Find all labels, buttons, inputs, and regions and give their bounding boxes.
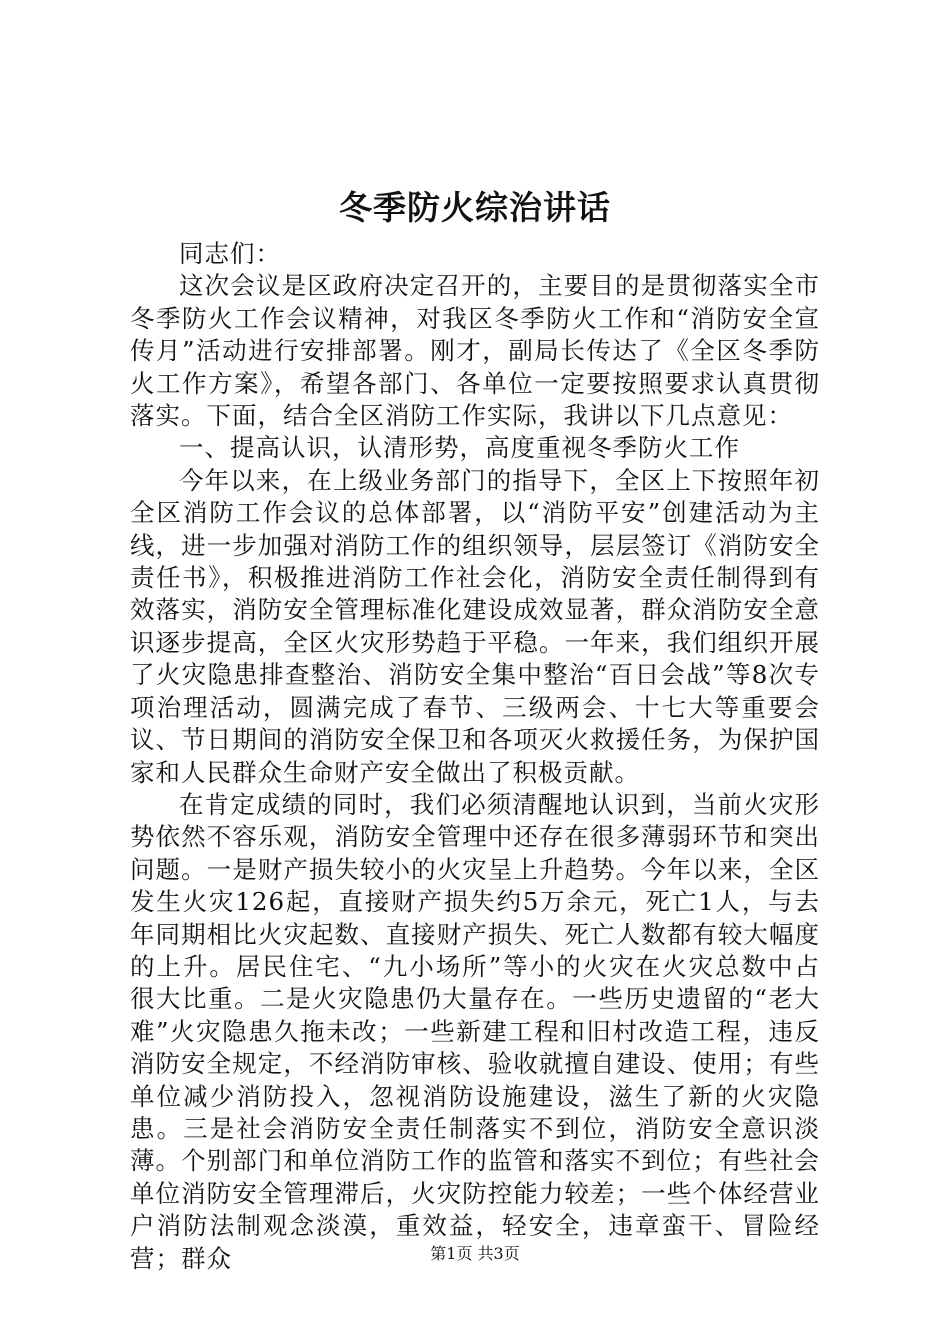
paragraph-problems: 在肯定成绩的同时，我们必须清醒地认识到，当前火灾形势依然不容乐观，消防安全管理中还存在很多薄弱环节和突出问题。一是财产损失较小的火灾呈上升趋势。今年以来，全区发生火灾126起，直接财产损失约5万余元，死亡1人，与去年同期相比火灾起数、直接财产损失、死亡人数都有较大幅度的上升。居民住宅、“九小场所”等小的火灾在火灾总数中占很大比重。二是火灾隐患仍大量存在。一些历史遗留的“老大难”火灾隐患久拖未改；一些新建工程和旧村改造工程，违反消防安全规定，不经消防审核、验收就擅自建设、使用；有些单位减少消防投入，忽视消防设施建设，滋生了新的火灾隐患。三是社会消防安全责任制落实不到位，消防安全意识淡薄。个别部门和单位消防工作的监管和落实不到位；有些社会单位消防安全管理滞后，火灾防控能力较差；一些个体经营业户消防法制观念淡漠，重效益，轻安全，违章蛮干、冒险经营；群众 <box>130 789 820 1273</box>
page-footer: 第1页 共3页 <box>430 1244 520 1263</box>
document-title: 冬季防火综治讲话 <box>339 188 611 227</box>
paragraph-achievements: 今年以来，在上级业务部门的指导下，全区上下按照年初全区消防工作会议的总体部署，以“消防平安”创建活动为主线，进一步加强对消防工作的组织领导，层层签订《消防安全责任书》，积极推进消防工作社会化，消防安全责任制得到有效落实，消防安全管理标准化建设成效显著，群众消防安全意识逐步提高，全区火灾形势趋于平稳。一年来，我们组织开展了火灾隐患排查整治、消防安全集中整治“百日会战”等8次专项治理活动，圆满完成了春节、三级两会、十七大等重要会议、节日期间的消防安全保卫和各项灭火救援任务，为保护国家和人民群众生命财产安全做出了积极贡献。 <box>130 465 820 787</box>
document-body <box>130 238 820 1275</box>
section-heading: 一、提高认识，认清形势，高度重视冬季防火工作 <box>179 433 740 463</box>
paragraph-intro: 这次会议是区政府决定召开的，主要目的是贯彻落实全市冬季防火工作会议精神，对我区冬季防火工作和“消防安全宣传月”活动进行安排部署。刚才，副局长传达了《全区冬季防火工作方案》，希望各部门、各单位一定要按照要求认真贯彻落实。下面，结合全区消防工作实际，我讲以下几点意见： <box>130 271 820 431</box>
greeting: 同志们： <box>179 239 281 268</box>
